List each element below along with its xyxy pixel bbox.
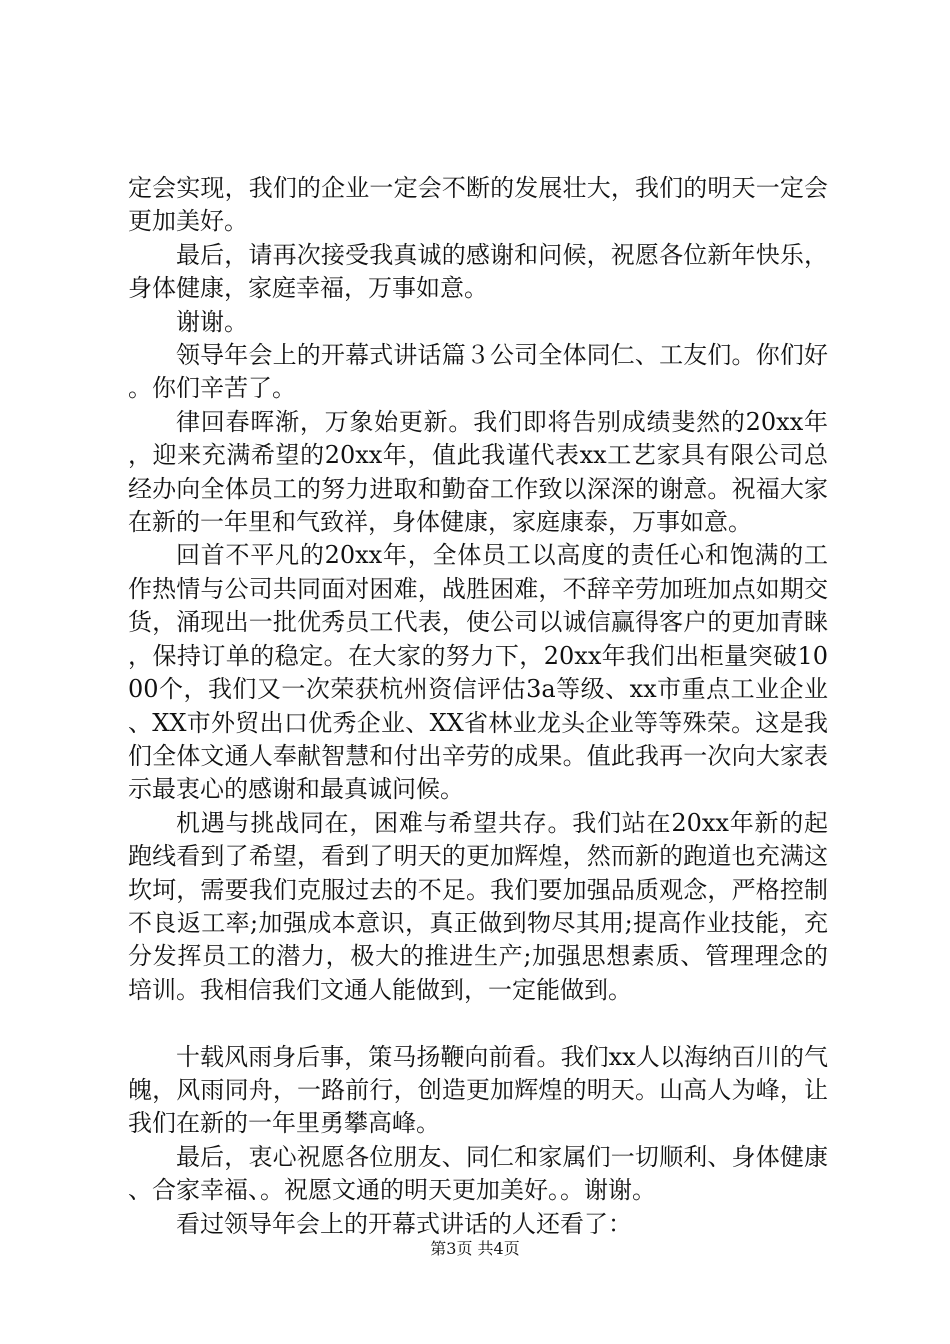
paragraph-opportunities: 机遇与挑战同在，困难与希望共存。我们站在20xx年新的起跑线看到了希望，看到了明天的更加辉煌，然而新的跑道也充满这坎坷，需要我们克服过去的不足。我们要加强品质观念，严格控制不良返工率;加强成本意识，真正做到物尽其用;提高作业技能，充分发挥员工的潜力，极大的推进生产;加强思想素质、管理理念的培训。我相信我们文通人能做到，一定能做到。	[128, 808, 828, 1004]
paragraph-related-reading: 看过领导年会上的开幕式讲话的人还看了：	[176, 1209, 632, 1238]
paragraph-new-year-greeting: 律回春晖渐，万象始更新。我们即将告别成绩斐然的20xx年，迎来充满希望的20xx年，值此我谨代表xx工艺家具有限公司总经办向全体员工的努力进取和勤奋工作致以深深的谢意。祝福大家在新的一年里和气致祥，身体健康，家庭康泰，万事如意。	[128, 407, 828, 537]
paragraph-looking-ahead: 十载风雨身后事，策马扬鞭向前看。我们xx人以海纳百川的气魄，风雨同舟，一路前行，创造更加辉煌的明天。山高人为峰，让我们在新的一年里勇攀高峰。	[128, 1042, 828, 1138]
paragraph-final-wishes: 最后，衷心祝愿各位朋友、同仁和家属们一切顺利、身体健康、合家幸福、。祝愿文通的明天更加美好。。谢谢。	[128, 1142, 828, 1205]
paragraph-thanks: 谢谢。	[176, 307, 248, 336]
paragraph-year-review: 回首不平凡的20xx年，全体员工以高度的责任心和饱满的工作热情与公司共同面对困难，战胜困难，不辞辛劳加班加点如期交货，涌现出一批优秀员工代表，使公司以诚信赢得客户的更加青睐，保持订单的稳定。在大家的努力下，20xx年我们出柜量突破1000个，我们又一次荣获杭州资信评估3a等级、xx市重点工业企业、XX市外贸出口优秀企业、XX省林业龙头企业等等殊荣。这是我们全体文通人奉献智慧和付出辛劳的成果。值此我再一次向大家表示最衷心的感谢和最真诚问候。	[128, 541, 828, 804]
document-body	[128, 172, 828, 1241]
paragraph-continuation: 定会实现，我们的企业一定会不断的发展壮大，我们的明天一定会更加美好。	[128, 174, 828, 236]
blank-line	[128, 1007, 828, 1040]
paragraph-closing-wishes: 最后，请再次接受我真诚的感谢和问候，祝愿各位新年快乐，身体健康，家庭幸福，万事如意。	[128, 240, 828, 303]
page-number-footer: 第3页 共4页	[430, 1239, 520, 1258]
paragraph-speech-3-heading: 领导年会上的开幕式讲话篇３公司全体同仁、工友们。你们好。你们辛苦了。	[128, 341, 828, 403]
